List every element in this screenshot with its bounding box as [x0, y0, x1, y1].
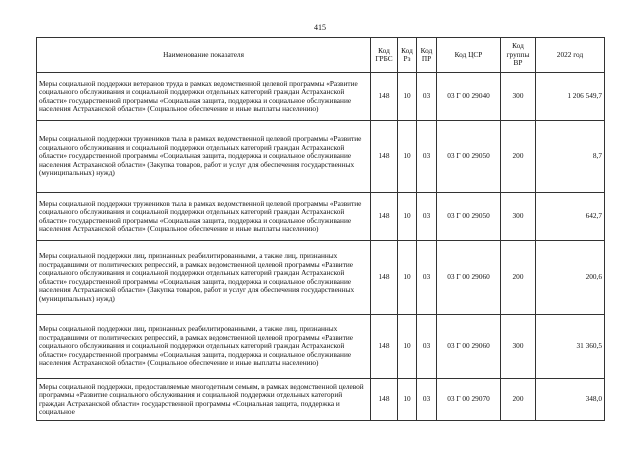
table-row: [37, 379, 605, 421]
row-description: Меры социальной поддержки, предоставляемые многодетным семьям, в рамках ведомственной целевой программы «Развитие социального обслуживания и социальной поддержки отдельных категорий граждан Астраханской области» государственной программы «Социальная защита, поддержка и социальное: [37, 379, 371, 421]
row-description: Меры социальной поддержки тружеников тыла в рамках ведомственной целевой программы «Развитие социального обслуживания и социальной поддержки отдельных категорий граждан Астраханской области» государственной программы «Социальная защита, поддержка и социальное обслуживание населения Астраханской области» (Социальное обеспечение и иные выплаты населению): [37, 193, 371, 241]
row-vr: 200: [501, 121, 536, 193]
row-grbs: 148: [371, 379, 398, 421]
table-row: [37, 193, 605, 241]
row-description: Меры социальной поддержки ветеранов труда в рамках ведомственной целевой программы «Развитие социального обслуживания и социальной поддержки отдельных категорий граждан Астраханской области» государственной программы «Социальная защита, поддержка и социальное обслуживание населения Астраханской области» (Социальное обеспечение и иные выплаты населению): [37, 73, 371, 121]
row-amount: 31 360,5: [536, 315, 605, 379]
table-row: [37, 315, 605, 379]
header-row: [37, 38, 605, 73]
row-vr: 200: [501, 379, 536, 421]
page-number: 415: [314, 23, 326, 32]
row-vr: 200: [501, 241, 536, 315]
row-amount: 348,0: [536, 379, 605, 421]
row-grbs: 148: [371, 315, 398, 379]
header-rz: Код Рз: [398, 38, 417, 73]
row-amount: 1 206 549,7: [536, 73, 605, 121]
row-pr: 03: [417, 315, 437, 379]
row-grbs: 148: [371, 121, 398, 193]
row-rz: 10: [398, 193, 417, 241]
header-vr: Код группы ВР: [501, 38, 536, 73]
row-grbs: 148: [371, 193, 398, 241]
row-vr: 300: [501, 73, 536, 121]
row-amount: 642,7: [536, 193, 605, 241]
row-pr: 03: [417, 241, 437, 315]
row-vr: 300: [501, 315, 536, 379]
table-row: [37, 73, 605, 121]
row-pr: 03: [417, 193, 437, 241]
row-pr: 03: [417, 73, 437, 121]
header-name: Наименование показателя: [37, 38, 371, 73]
row-rz: 10: [398, 315, 417, 379]
row-grbs: 148: [371, 73, 398, 121]
header-year: 2022 год: [536, 38, 605, 73]
row-rz: 10: [398, 241, 417, 315]
header-pr: Код ПР: [417, 38, 437, 73]
table-row: [37, 241, 605, 315]
row-description: Меры социальной поддержки тружеников тыла в рамках ведомственной целевой программы «Развитие социального обслуживания и социальной поддержки отдельных категорий граждан Астраханской области» государственной программы «Социальная защита, поддержка и социальное обслуживание населения Астраханской области» (Закупка товаров, работ и услуг для обеспечения государственных (муниципальных) нужд): [37, 121, 371, 193]
row-csr: 03 Г 00 29050: [437, 193, 501, 241]
row-csr: 03 Г 00 29060: [437, 241, 501, 315]
row-description: Меры социальной поддержки лиц, признанных реабилитированными, а также лиц, признанных пострадавшими от политических репрессий, в рамках ведомственной целевой программы «Развитие социального обслуживания и социальной поддержки отдельных категорий граждан Астраханской области» государственной программы «Социальная защита, поддержка и социальное обслуживание населения Астраханской области» (Закупка товаров, работ и услуг для обеспечения государственных (муниципальных) нужд): [37, 241, 371, 315]
row-amount: 200,6: [536, 241, 605, 315]
row-pr: 03: [417, 121, 437, 193]
row-rz: 10: [398, 73, 417, 121]
row-csr: 03 Г 00 29040: [437, 73, 501, 121]
row-csr: 03 Г 00 29070: [437, 379, 501, 421]
header-grbs: Код ГРБС: [371, 38, 398, 73]
row-description: Меры социальной поддержки лиц, признанных реабилитированными, а также лиц, признанных пострадавшими от политических репрессий, в рамках ведомственной целевой программы «Развитие социального обслуживания и социальной поддержки отдельных категорий граждан Астраханской области» государственной программы «Социальная защита, поддержка и социальное обслуживание населения Астраханской области» (Социальное обеспечение и иные выплаты населению): [37, 315, 371, 379]
row-csr: 03 Г 00 29050: [437, 121, 501, 193]
header-csr: Код ЦСР: [437, 38, 501, 73]
row-csr: 03 Г 00 29060: [437, 315, 501, 379]
row-vr: 300: [501, 193, 536, 241]
budget-table: [36, 37, 605, 421]
row-rz: 10: [398, 379, 417, 421]
row-rz: 10: [398, 121, 417, 193]
row-grbs: 148: [371, 241, 398, 315]
row-amount: 8,7: [536, 121, 605, 193]
row-pr: 03: [417, 379, 437, 421]
table-row: [37, 121, 605, 193]
